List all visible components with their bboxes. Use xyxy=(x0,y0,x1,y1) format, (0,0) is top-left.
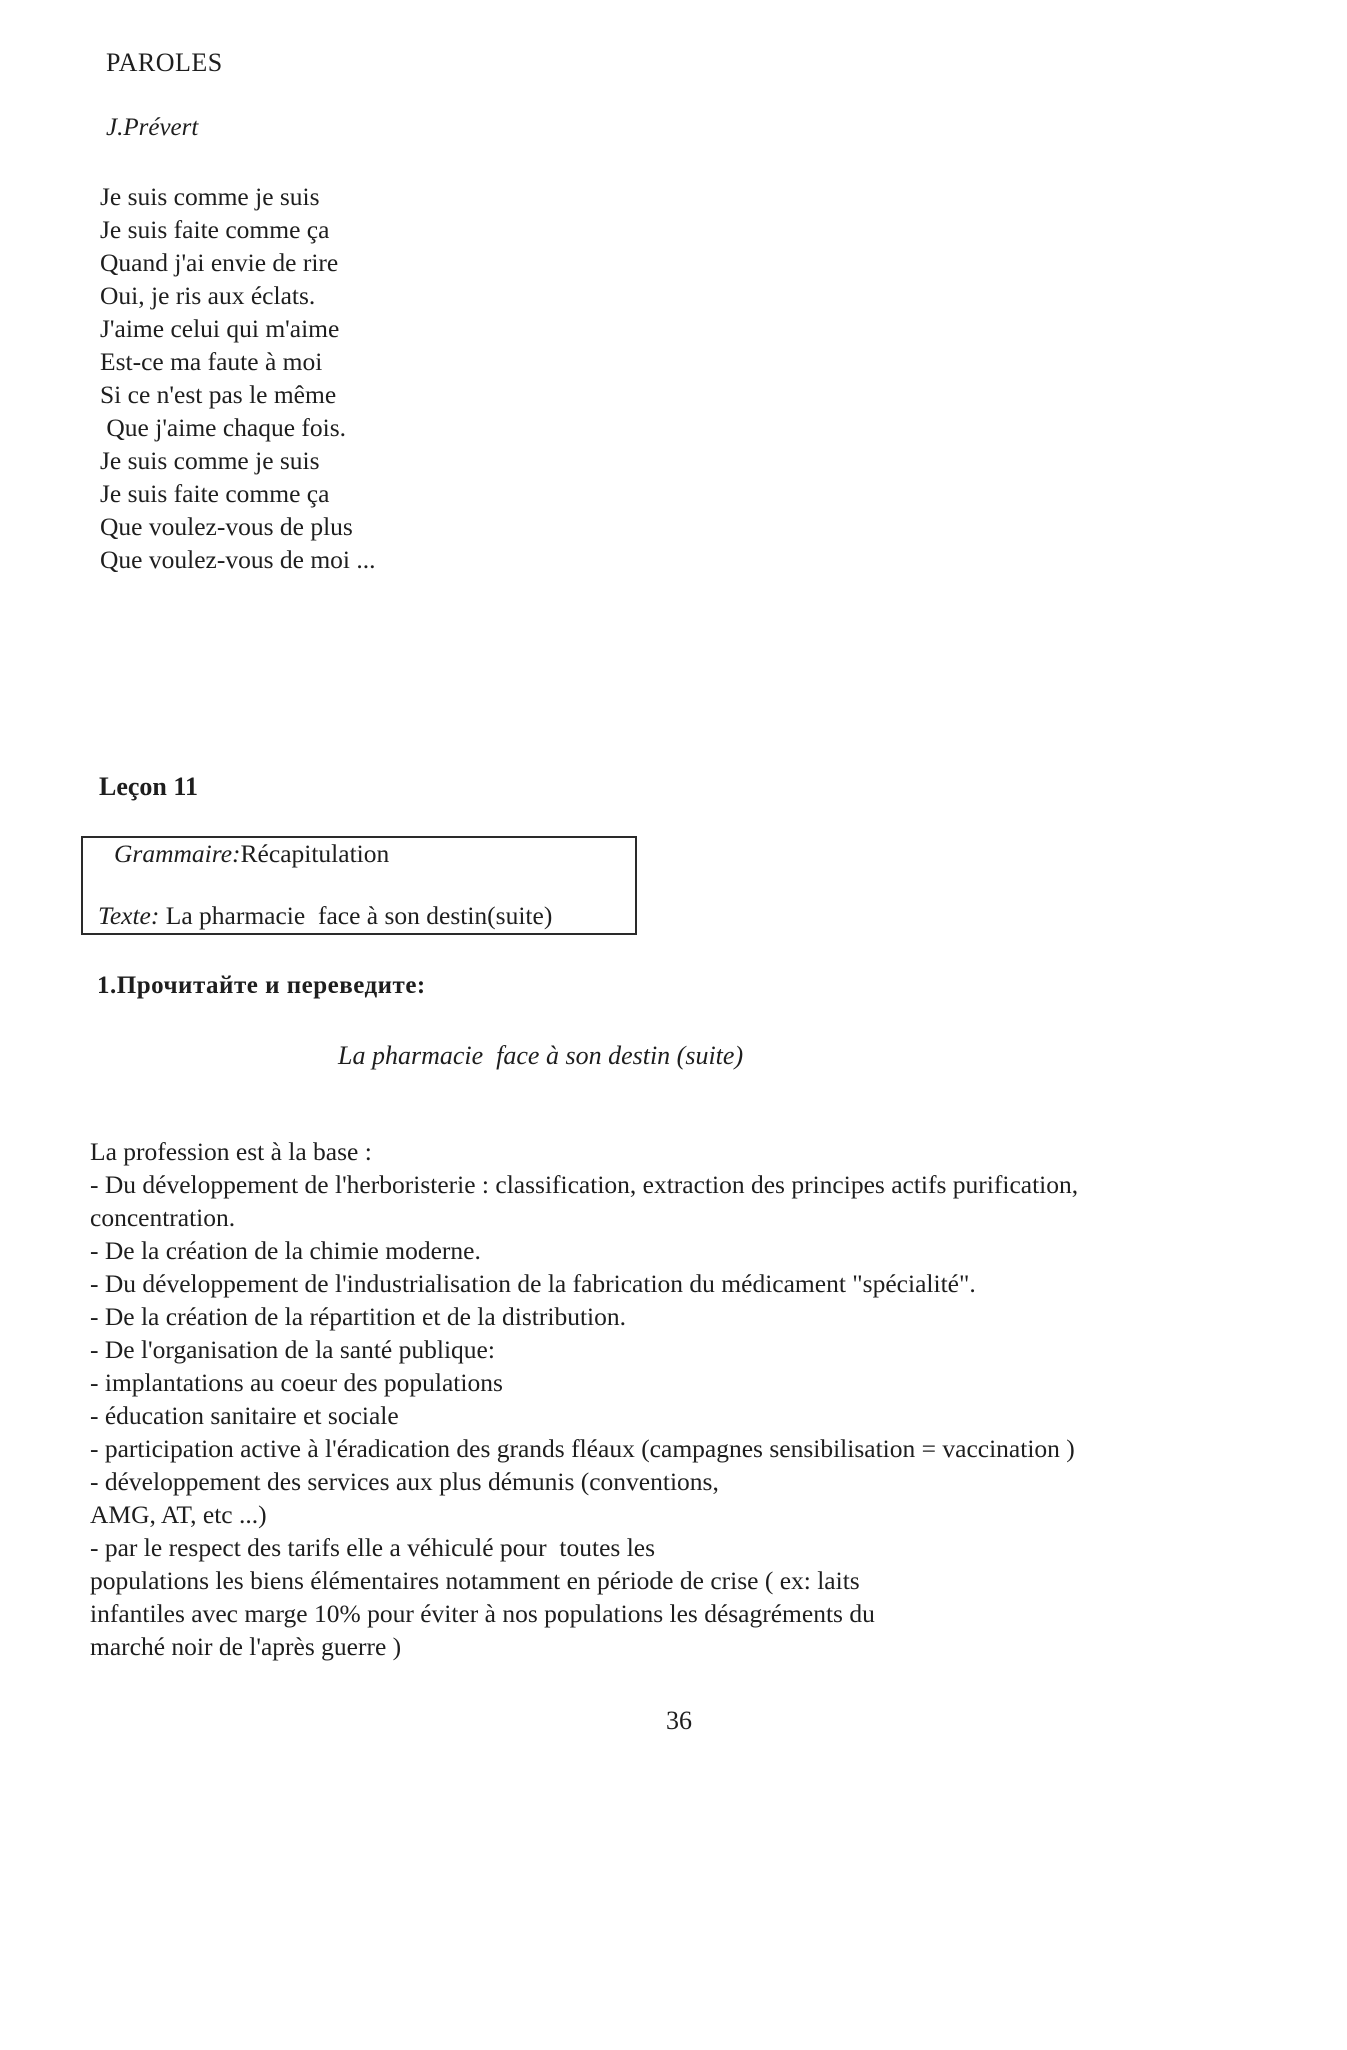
text-paragraph-line: infantiles avec marge 10% pour éviter à nos populations les désagréments du xyxy=(90,1599,875,1628)
text-paragraph-line: marché noir de l'après guerre ) xyxy=(90,1632,402,1661)
text-paragraph-line: - Du développement de l'industrialisation de la fabrication du médicament "spécialité". xyxy=(90,1269,976,1298)
exercise-heading: 1.Прочитайте и переведите: xyxy=(97,972,426,999)
text-title: La pharmacie face à son destin (suite) xyxy=(338,1041,744,1070)
poem-line: Je suis faite comme ça xyxy=(100,479,330,508)
text-line xyxy=(98,871,552,931)
page-number: 36 xyxy=(666,1706,692,1735)
text-paragraph-line: - par le respect des tarifs elle a véhiculé pour toutes les xyxy=(90,1533,656,1562)
poem-line: Est-ce ma faute à moi xyxy=(100,347,323,376)
text-label: Texte: xyxy=(98,901,160,930)
text-paragraph-line: La profession est à la base : xyxy=(90,1137,372,1166)
poem-line: Je suis comme je suis xyxy=(100,446,320,475)
text-paragraph-line: - De la création de la chimie moderne. xyxy=(90,1236,481,1265)
text-paragraph-line: - De la création de la répartition et de la distribution. xyxy=(90,1302,627,1331)
text-paragraph-line: concentration. xyxy=(90,1203,236,1232)
grammar-line xyxy=(114,839,389,869)
text-paragraph-line: AMG, AT, etc ...) xyxy=(90,1500,267,1529)
poem-body xyxy=(100,180,375,576)
poem-line: Que voulez-vous de moi ... xyxy=(100,545,376,574)
poem-line: Oui, je ris aux éclats. xyxy=(100,281,316,310)
poem-title: PAROLES xyxy=(106,48,223,77)
poem-line: Je suis comme je suis xyxy=(100,182,320,211)
poem-author: J.Prévert xyxy=(106,114,199,141)
text-paragraph-line: - De l'organisation de la santé publique: xyxy=(90,1335,495,1364)
poem-line: Que j'aime chaque fois. xyxy=(100,413,347,442)
poem-line: Que voulez-vous de plus xyxy=(100,512,353,541)
poem-line: Je suis faite comme ça xyxy=(100,215,330,244)
poem-line: Si ce n'est pas le même xyxy=(100,380,337,409)
poem-line: Quand j'ai envie de rire xyxy=(100,248,339,277)
text-paragraph-line: - développement des services aux plus démunis (conventions, xyxy=(90,1467,719,1496)
text-value: La pharmacie face à son destin(suite) xyxy=(159,901,553,930)
text-paragraph-line: - participation active à l'éradication des grands fléaux (campagnes sensibilisation = vaccination ) xyxy=(90,1434,1075,1463)
text-paragraph-line: populations les biens élémentaires notamment en période de crise ( ex: laits xyxy=(90,1566,860,1595)
poem-line: J'aime celui qui m'aime xyxy=(100,314,340,343)
text-paragraph-line: - Du développement de l'herboristerie : classification, extraction des principes actifs purification, xyxy=(90,1170,1079,1199)
text-paragraph-line: - éducation sanitaire et sociale xyxy=(90,1401,399,1430)
grammar-label: Grammaire: xyxy=(114,839,241,868)
lesson-title: Leçon 11 xyxy=(99,772,198,801)
grammar-value: Récapitulation xyxy=(240,839,390,868)
text-paragraph-line: - implantations au coeur des populations xyxy=(90,1368,503,1397)
text-body xyxy=(90,1135,1280,1663)
